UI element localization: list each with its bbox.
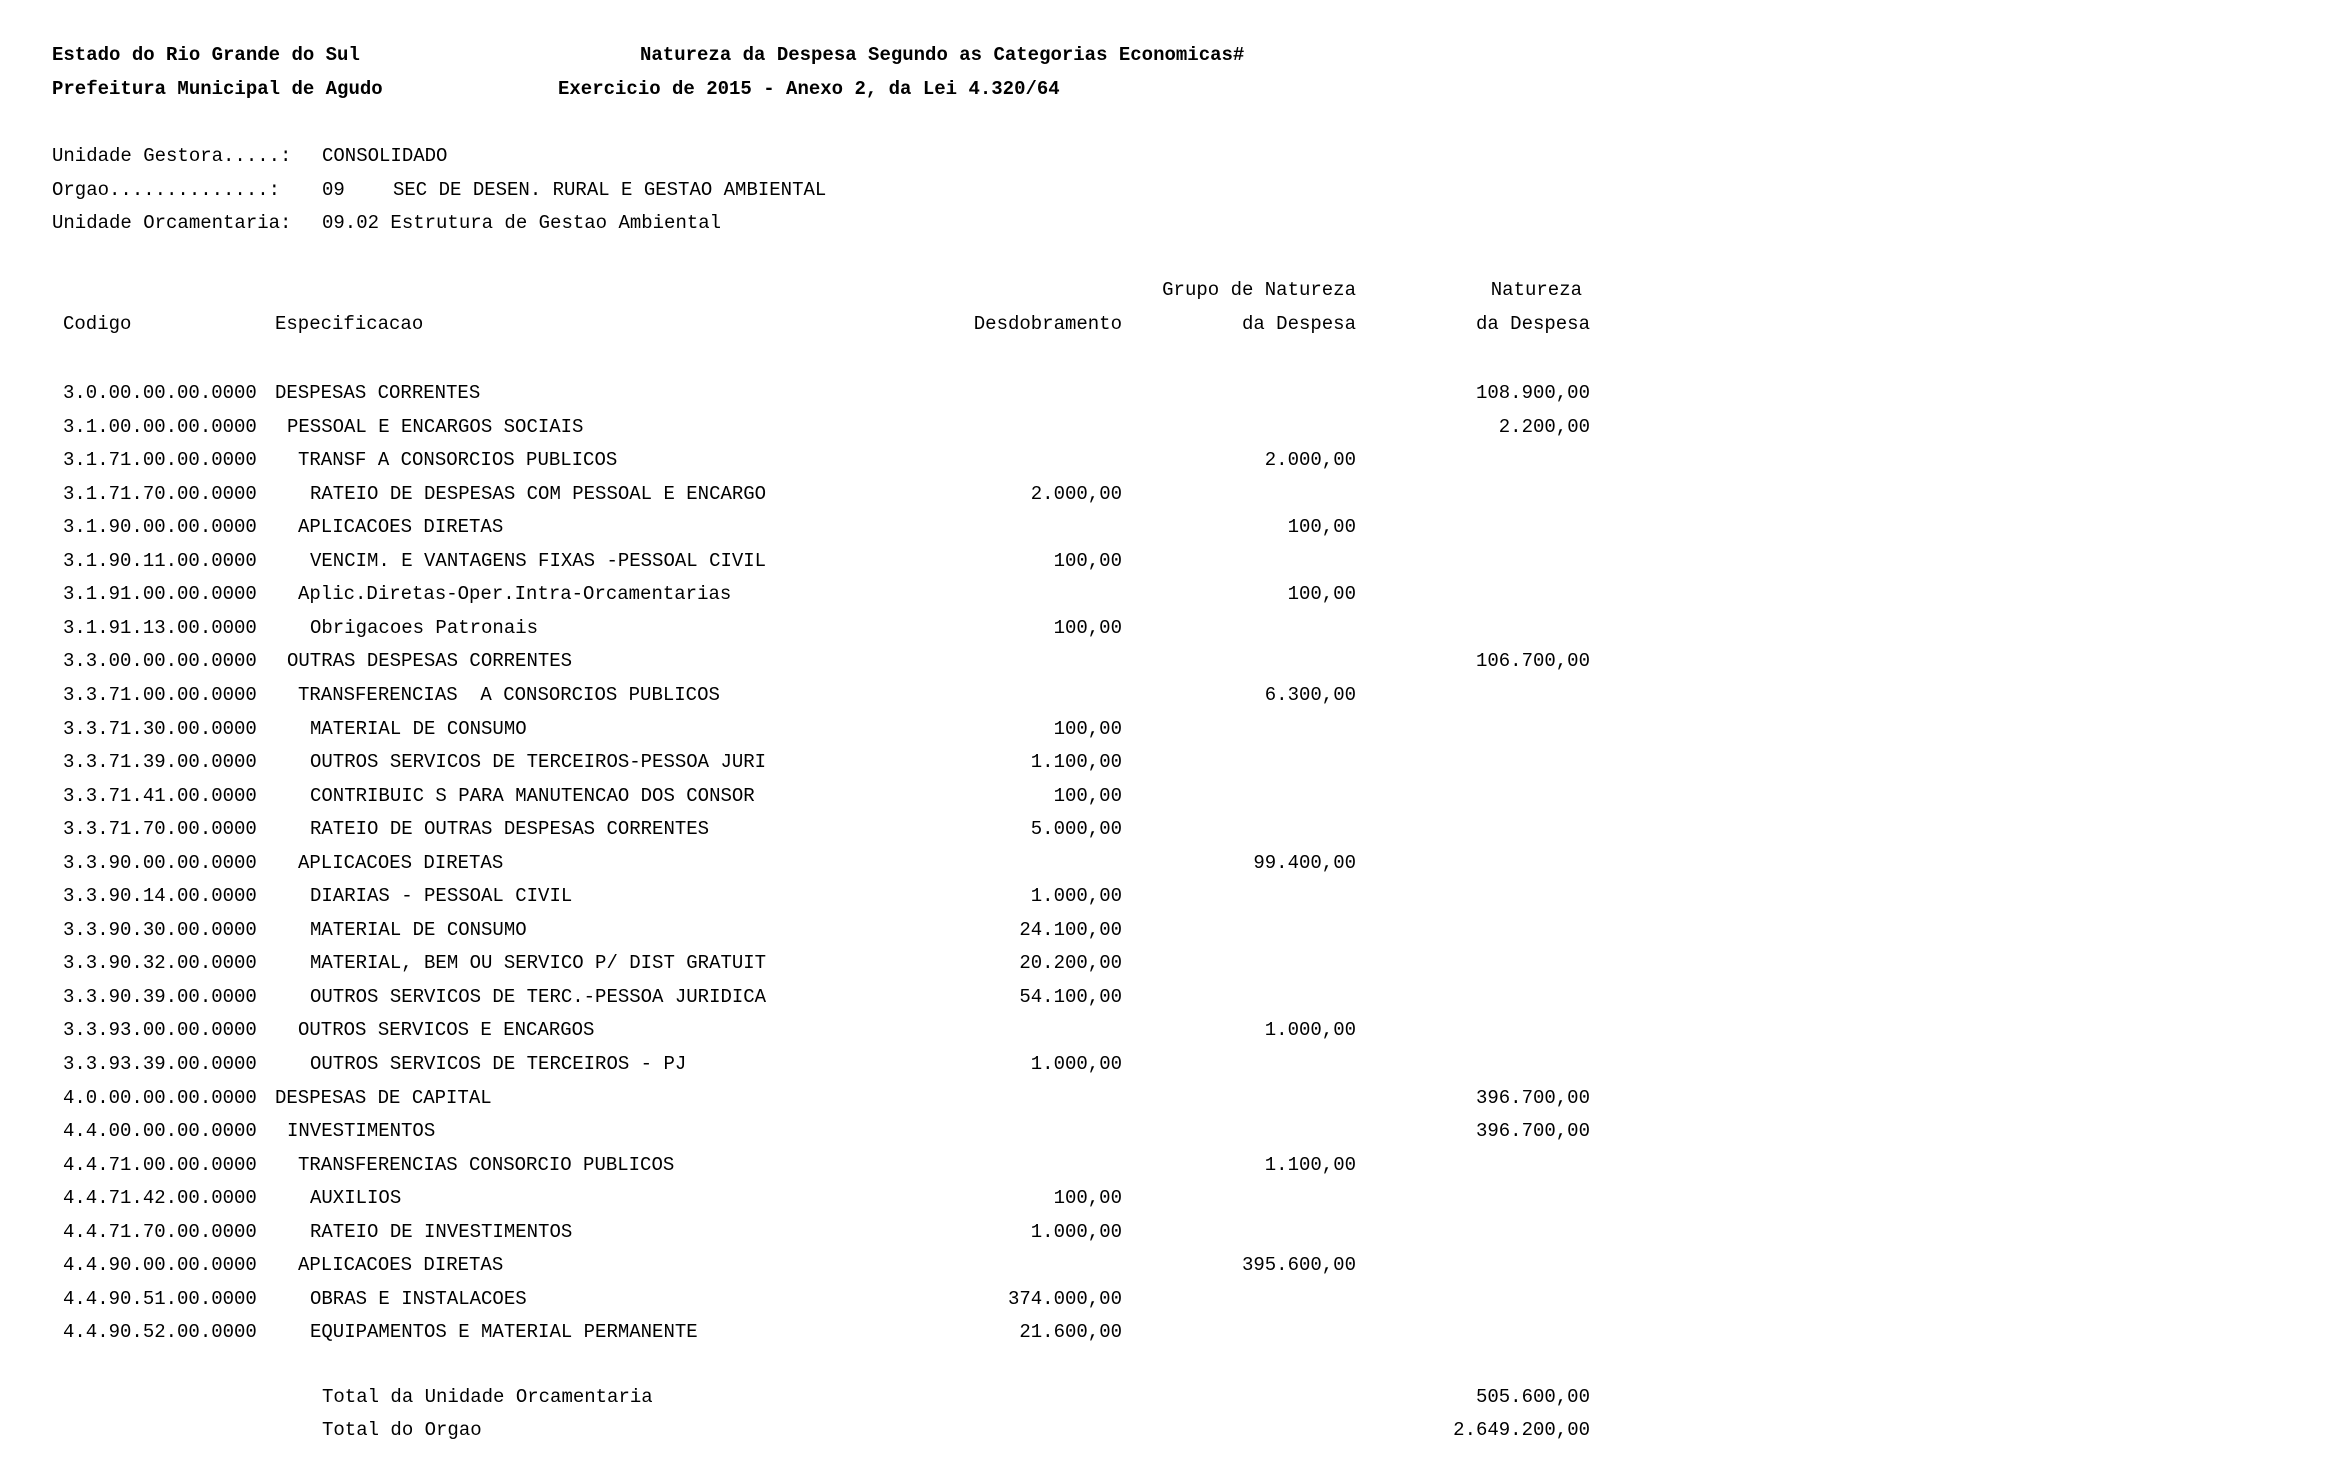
exercise-info: Exercicio de 2015 - Anexo 2, da Lei 4.320/64 [558, 78, 1060, 100]
row-specification: TRANSFERENCIAS CONSORCIO PUBLICOS [298, 1154, 675, 1176]
row-specification: Obrigacoes Patronais [310, 617, 539, 639]
orgao-name: SEC DE DESEN. RURAL E GESTAO AMBIENTAL [393, 179, 827, 201]
row-code: 4.4.90.51.00.0000 [63, 1288, 257, 1310]
col-natureza-header-2: da Despesa [1475, 313, 1590, 335]
table-row [0, 919, 2339, 943]
row-code: 3.1.71.70.00.0000 [63, 483, 257, 505]
report-title: Natureza da Despesa Segundo as Categorias Economicas# [640, 44, 1245, 66]
row-code: 3.3.71.00.00.0000 [63, 684, 257, 706]
table-row [0, 416, 2339, 440]
row-grupo-natureza: 6.300,00 [1264, 684, 1356, 706]
row-specification: DESPESAS DE CAPITAL [275, 1087, 492, 1109]
row-grupo-natureza: 100,00 [1287, 516, 1356, 538]
row-desdobramento: 100,00 [1053, 617, 1122, 639]
table-row [0, 1288, 2339, 1312]
table-row [0, 516, 2339, 540]
total-unidade-value: 505.600,00 [1475, 1386, 1590, 1408]
unidade-orcamentaria-label: Unidade Orcamentaria: [52, 212, 292, 234]
table-row [0, 1053, 2339, 1077]
row-natureza: 396.700,00 [1475, 1087, 1590, 1109]
row-specification: MATERIAL DE CONSUMO [310, 919, 527, 941]
table-row [0, 1221, 2339, 1245]
row-specification: DESPESAS CORRENTES [275, 382, 481, 404]
row-specification: OUTROS SERVICOS E ENCARGOS [298, 1019, 595, 1041]
row-desdobramento: 100,00 [1053, 1187, 1122, 1209]
table-row [0, 1087, 2339, 1111]
table-row [0, 483, 2339, 507]
row-code: 3.3.93.00.00.0000 [63, 1019, 257, 1041]
row-desdobramento: 2.000,00 [1030, 483, 1122, 505]
row-specification: EQUIPAMENTOS E MATERIAL PERMANENTE [310, 1321, 698, 1343]
table-row [0, 885, 2339, 909]
row-desdobramento: 1.100,00 [1030, 751, 1122, 773]
row-desdobramento: 374.000,00 [1007, 1288, 1122, 1310]
row-specification: INVESTIMENTOS [287, 1120, 436, 1142]
row-code: 4.4.71.70.00.0000 [63, 1221, 257, 1243]
row-grupo-natureza: 99.400,00 [1253, 852, 1356, 874]
table-row [0, 449, 2339, 473]
row-specification: Aplic.Diretas-Oper.Intra-Orcamentarias [298, 583, 732, 605]
row-specification: OUTROS SERVICOS DE TERCEIROS - PJ [310, 1053, 687, 1075]
row-specification: OBRAS E INSTALACOES [310, 1288, 527, 1310]
row-code: 3.3.71.39.00.0000 [63, 751, 257, 773]
unidade-gestora-label: Unidade Gestora.....: [52, 145, 292, 167]
total-orgao-value: 2.649.200,00 [1453, 1419, 1590, 1441]
table-row [0, 650, 2339, 674]
row-code: 3.3.71.70.00.0000 [63, 818, 257, 840]
row-specification: RATEIO DE DESPESAS COM PESSOAL E ENCARGO [310, 483, 767, 505]
row-desdobramento: 100,00 [1053, 718, 1122, 740]
row-specification: TRANSF A CONSORCIOS PUBLICOS [298, 449, 618, 471]
row-grupo-natureza: 395.600,00 [1241, 1254, 1356, 1276]
row-code: 3.1.90.11.00.0000 [63, 550, 257, 572]
row-code: 4.4.00.00.00.0000 [63, 1120, 257, 1142]
row-specification: MATERIAL DE CONSUMO [310, 718, 527, 740]
total-unidade-label: Total da Unidade Orcamentaria [322, 1386, 653, 1408]
row-code: 3.0.00.00.00.0000 [63, 382, 257, 404]
row-code: 4.4.90.52.00.0000 [63, 1321, 257, 1343]
row-code: 3.3.71.41.00.0000 [63, 785, 257, 807]
table-row [0, 550, 2339, 574]
table-row [0, 1019, 2339, 1043]
row-specification: APLICACOES DIRETAS [298, 852, 504, 874]
row-code: 4.4.90.00.00.0000 [63, 1254, 257, 1276]
col-natureza-header-1: Natureza [1490, 279, 1582, 301]
row-desdobramento: 100,00 [1053, 550, 1122, 572]
row-code: 3.3.90.00.00.0000 [63, 852, 257, 874]
row-desdobramento: 100,00 [1053, 785, 1122, 807]
row-specification: AUXILIOS [310, 1187, 402, 1209]
table-row [0, 1254, 2339, 1278]
row-specification: RATEIO DE OUTRAS DESPESAS CORRENTES [310, 818, 710, 840]
municipality-name: Prefeitura Municipal de Agudo [52, 78, 383, 100]
row-code: 3.1.71.00.00.0000 [63, 449, 257, 471]
table-row [0, 952, 2339, 976]
row-desdobramento: 20.200,00 [1019, 952, 1122, 974]
row-specification: VENCIM. E VANTAGENS FIXAS -PESSOAL CIVIL [310, 550, 767, 572]
row-grupo-natureza: 100,00 [1287, 583, 1356, 605]
row-specification: APLICACOES DIRETAS [298, 1254, 504, 1276]
row-code: 3.3.90.14.00.0000 [63, 885, 257, 907]
row-code: 4.0.00.00.00.0000 [63, 1087, 257, 1109]
row-desdobramento: 1.000,00 [1030, 1221, 1122, 1243]
table-row [0, 986, 2339, 1010]
row-specification: OUTROS SERVICOS DE TERCEIROS-PESSOA JURI [310, 751, 767, 773]
orgao-label: Orgao..............: [52, 179, 281, 201]
row-natureza: 2.200,00 [1498, 416, 1590, 438]
table-row [0, 382, 2339, 406]
col-codigo-header: Codigo [63, 313, 132, 335]
row-specification: PESSOAL E ENCARGOS SOCIAIS [287, 416, 584, 438]
row-code: 3.1.91.00.00.0000 [63, 583, 257, 605]
row-desdobramento: 24.100,00 [1019, 919, 1122, 941]
table-row [0, 1154, 2339, 1178]
row-code: 3.1.91.13.00.0000 [63, 617, 257, 639]
row-code: 3.3.71.30.00.0000 [63, 718, 257, 740]
orgao-code: 09 [322, 179, 345, 201]
row-desdobramento: 1.000,00 [1030, 885, 1122, 907]
col-grupo-header-2: da Despesa [1241, 313, 1356, 335]
col-grupo-header-1: Grupo de Natureza [1162, 279, 1356, 301]
row-specification: DIARIAS - PESSOAL CIVIL [310, 885, 573, 907]
table-row [0, 583, 2339, 607]
row-grupo-natureza: 1.000,00 [1264, 1019, 1356, 1041]
row-desdobramento: 21.600,00 [1019, 1321, 1122, 1343]
row-code: 3.1.00.00.00.0000 [63, 416, 257, 438]
col-desdobramento-header: Desdobramento [973, 313, 1122, 335]
row-code: 4.4.71.00.00.0000 [63, 1154, 257, 1176]
col-especificacao-header: Especificacao [275, 313, 424, 335]
row-specification: RATEIO DE INVESTIMENTOS [310, 1221, 573, 1243]
row-grupo-natureza: 2.000,00 [1264, 449, 1356, 471]
table-row [0, 1187, 2339, 1211]
row-code: 3.3.90.32.00.0000 [63, 952, 257, 974]
table-row [0, 1120, 2339, 1144]
unidade-gestora-value: CONSOLIDADO [322, 145, 448, 167]
row-natureza: 106.700,00 [1475, 650, 1590, 672]
row-natureza: 396.700,00 [1475, 1120, 1590, 1142]
row-natureza: 108.900,00 [1475, 382, 1590, 404]
row-code: 3.3.00.00.00.0000 [63, 650, 257, 672]
row-specification: TRANSFERENCIAS A CONSORCIOS PUBLICOS [298, 684, 720, 706]
row-desdobramento: 1.000,00 [1030, 1053, 1122, 1075]
table-row [0, 617, 2339, 641]
row-desdobramento: 54.100,00 [1019, 986, 1122, 1008]
row-grupo-natureza: 1.100,00 [1264, 1154, 1356, 1176]
row-code: 3.3.90.39.00.0000 [63, 986, 257, 1008]
table-row [0, 751, 2339, 775]
row-desdobramento: 5.000,00 [1030, 818, 1122, 840]
table-row [0, 818, 2339, 842]
row-specification: OUTROS SERVICOS DE TERC.-PESSOA JURIDICA [310, 986, 767, 1008]
row-code: 3.3.90.30.00.0000 [63, 919, 257, 941]
total-orgao-label: Total do Orgao [322, 1419, 482, 1441]
row-code: 3.3.93.39.00.0000 [63, 1053, 257, 1075]
table-row [0, 1321, 2339, 1345]
table-row [0, 852, 2339, 876]
table-row [0, 785, 2339, 809]
row-specification: CONTRIBUIC S PARA MANUTENCAO DOS CONSOR [310, 785, 755, 807]
unidade-orcamentaria-value: 09.02 Estrutura de Gestao Ambiental [322, 212, 722, 234]
row-specification: MATERIAL, BEM OU SERVICO P/ DIST GRATUIT [310, 952, 767, 974]
row-code: 3.1.90.00.00.0000 [63, 516, 257, 538]
table-row [0, 718, 2339, 742]
table-row [0, 684, 2339, 708]
row-specification: APLICACOES DIRETAS [298, 516, 504, 538]
row-specification: OUTRAS DESPESAS CORRENTES [287, 650, 573, 672]
row-code: 4.4.71.42.00.0000 [63, 1187, 257, 1209]
state-name: Estado do Rio Grande do Sul [52, 44, 360, 66]
